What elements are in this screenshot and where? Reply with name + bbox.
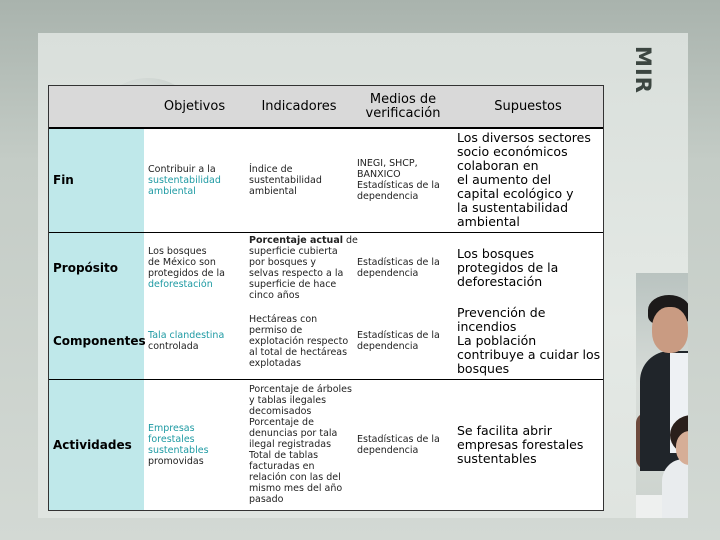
row-proposito xyxy=(49,232,603,304)
actividades-objetivo: Empresas forestales sustentables promovidas xyxy=(148,422,209,467)
row-label-fin: Fin xyxy=(49,128,144,232)
actividades-indicadores: Porcentaje de árboles y tablas ilegales decomisados Porcentaje de denuncias por tala ilegal registradas Total de tablas facturadas en relación con las del mismo mes del año pasado xyxy=(249,384,352,506)
actividades-medios: Estadísticas de la dependencia xyxy=(357,433,440,456)
header-supuestos: Supuestos xyxy=(453,86,603,128)
componentes-medios: Estadísticas de la dependencia xyxy=(353,304,453,379)
proposito-supuestos: Los bosques protegidos de la deforestación xyxy=(457,246,559,290)
header-corner xyxy=(49,86,144,128)
row-fin xyxy=(49,128,603,232)
slide-title-mir: MIR xyxy=(631,46,656,94)
row-componentes xyxy=(49,304,603,379)
business-people-photo xyxy=(636,273,688,518)
proposito-indicadores: Porcentaje actual de superficie cubierta por bosques y selvas respecto a la superficie de hace cinco años xyxy=(249,235,358,302)
fin-medios: INEGI, SHCP, BANXICO Estadísticas de la dependencia xyxy=(353,128,453,232)
componentes-indicadores: Hectáreas con permiso de explotación respecto al total de hectáreas explotadas xyxy=(245,304,353,379)
fin-objetivo: Contribuir a la sustentabilidad ambiental xyxy=(144,128,245,232)
proposito-medios: Estadísticas de la dependencia xyxy=(357,257,440,280)
row-label-actividades: Actividades xyxy=(49,379,144,510)
row-actividades xyxy=(49,379,603,510)
actividades-supuestos: Se facilita abrir empresas forestales sustentables xyxy=(457,422,584,466)
row-label-componentes: Componentes xyxy=(49,304,144,379)
row-label-proposito: Propósito xyxy=(49,232,144,304)
fin-supuestos: Los diversos sectores socio económicos colaboran en el aumento del capital ecológico y la sustentabilidad ambiental xyxy=(453,128,603,232)
componentes-objetivo: Tala clandestina controlada xyxy=(144,304,245,379)
proposito-objetivo: Los bosques de México son protegidos de la deforestación xyxy=(148,246,225,291)
fin-indicadores: Índice de sustentabilidad ambiental xyxy=(245,128,353,232)
header-objetivos: Objetivos xyxy=(144,86,245,128)
header-row xyxy=(49,86,603,128)
mir-matrix-table xyxy=(48,85,604,511)
header-indicadores: Indicadores xyxy=(245,86,353,128)
componentes-supuestos: Prevención de incendios La población contribuye a cuidar los bosques xyxy=(453,304,603,379)
header-medios: Medios de verificación xyxy=(353,86,453,128)
